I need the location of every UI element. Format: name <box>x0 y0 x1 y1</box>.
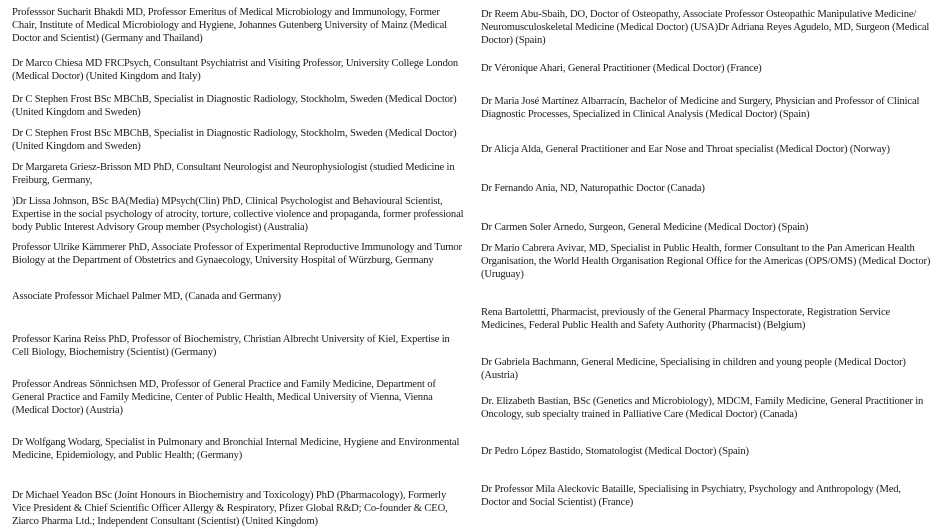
signatory-entry: Dr Marco Chiesa MD FRCPsych, Consultant Psychiatrist and Visiting Professor, University College London (Medical Doctor) (United Kingdom and Italy) <box>12 58 459 83</box>
signatory-entry: Dr Wolfgang Wodarg, Specialist in Pulmonary and Bronchial Internal Medicine, Hygiene and Environmental Medicine, Epidemiology, and Public Health; (Germany) <box>12 437 460 462</box>
signatory-entry: Dr C Stephen Frost BSc MBChB, Specialist in Diagnostic Radiology, Stockholm, Sweden (Medical Doctor) (United Kingdom and Sweden) <box>12 94 457 119</box>
signatory-entry: Dr C Stephen Frost BSc MBChB, Specialist in Diagnostic Radiology, Stockholm, Sweden (Medical Doctor) (United Kingdom and Sweden) <box>12 128 457 153</box>
signatory-entry: Rena Bartolettti, Pharmacist, previously of the General Pharmacy Inspectorate, Registration Service Medicines, Federal Public Health and Safety Authority (Pharmacist) (Belgium) <box>481 307 891 332</box>
signatory-entry: Dr Alicja Alda, General Practitioner and Ear Nose and Throat specialist (Medical Doctor) (Norway) <box>481 144 890 155</box>
signatory-entry: Dr Mario Cabrera Avivar, MD, Specialist in Public Health, former Consultant to the Pan American Health Organisation, the World Health Organisation Regional Office for the Americas (OPS/OMS) (Medical Doctor) (Uruguay) <box>481 243 931 281</box>
signatory-entry: Professor Karina Reiss PhD, Professor of Biochemistry, Christian Albrecht University of Kiel, Expertise in Cell Biology, Biochemistry (Scientist) (Germany) <box>12 334 450 359</box>
signatory-entry: Professsor Sucharit Bhakdi MD, Professor Emeritus of Medical Microbiology and Immunology, Former Chair, Institute of Medical Microbiology and Hygiene, Johannes Gutenberg University of Mainz (Medical Doctor and Scientist) (Germany and Thailand) <box>12 7 447 45</box>
signatory-entry: Dr Reem Abu-Sbaih, DO, Doctor of Osteopathy, Associate Professor Osteopathic Manipulative Medicine/ Neuromusculoskeletal Medicine (Medical Doctor) (USA)Dr Adriana Reyes Agudelo, MD, Surgeon (Medical Doctor) (Spain) <box>481 9 930 47</box>
signatory-entry: Dr Michael Yeadon BSc (Joint Honours in Biochemistry and Toxicology) PhD (Pharmacology), Formerly Vice President & Chief Scientific Officer Allergy & Respiratory, Pfizer Global R&D; Co-founder & CEO, Ziarco Pharma Ltd.; Independent Consultant (Scientist) (United Kingdom) <box>12 490 448 528</box>
signatory-entry: )Dr Lissa Johnson, BSc BA(Media) MPsych(Clin) PhD, Clinical Psychologist and Behavioural Scientist, Expertise in the social psychology of atrocity, torture, collective violence and propaganda, former professional body Public Interest Advisory Group member (Psychologist) (Australia) <box>12 196 464 234</box>
signatory-entry: Professor Andreas Sönnichsen MD, Professor of General Practice and Family Medicine, Department of General Practice and Family Medicine, Center of Public Health, Medical University of Vienna, Vienna (Medical Doctor) (Austria) <box>12 379 436 417</box>
signatory-entry: Dr Pedro López Bastido, Stomatologist (Medical Doctor) (Spain) <box>481 446 749 457</box>
signatory-entry: Dr Gabriela Bachmann, General Medicine, Specialising in children and young people (Medical Doctor) (Austria) <box>481 357 906 382</box>
signatory-entry: Professor Ulrike Kämmerer PhD, Associate Professor of Experimental Reproductive Immunology and Tumor Biology at the Department of Obstetrics and Gynaecology, University Hospital of Würzburg, Germany <box>12 242 462 267</box>
signatory-entry: Dr. Elizabeth Bastian, BSc (Genetics and Microbiology), MDCM, Family Medicine, General Practitioner in Oncology, sub specialty trained in Palliative Care (Medical Doctor) (Canada) <box>481 396 924 421</box>
signatory-entry: Dr Professor Mila Aleckovic Bataille, Specialising in Psychiatry, Psychology and Anthropology (Med, Doctor and Social Scientist) (France) <box>481 484 901 509</box>
signatory-entry: Dr Carmen Soler Arnedo, Surgeon, General Medicine (Medical Doctor) (Spain) <box>481 222 809 233</box>
signatory-entry: Dr Véronique Ahari, General Practitioner (Medical Doctor) (France) <box>481 63 762 74</box>
signatory-entry: Associate Professor Michael Palmer MD, (Canada and Germany) <box>12 291 281 302</box>
signatory-entry: Dr Fernando Ania, ND, Naturopathic Doctor (Canada) <box>481 183 705 194</box>
signatory-entry: Dr Maria José Martínez Albarracín, Bachelor of Medicine and Surgery, Physician and Professor of Clinical Diagnostic Processes, Specialized in Clinical Analysis (Medical Doctor) (Spain) <box>481 96 920 121</box>
signatory-entry: Dr Margareta Griesz-Brisson MD PhD, Consultant Neurologist and Neurophysiologist (studied Medicine in Freiburg, Germany, <box>12 162 455 187</box>
